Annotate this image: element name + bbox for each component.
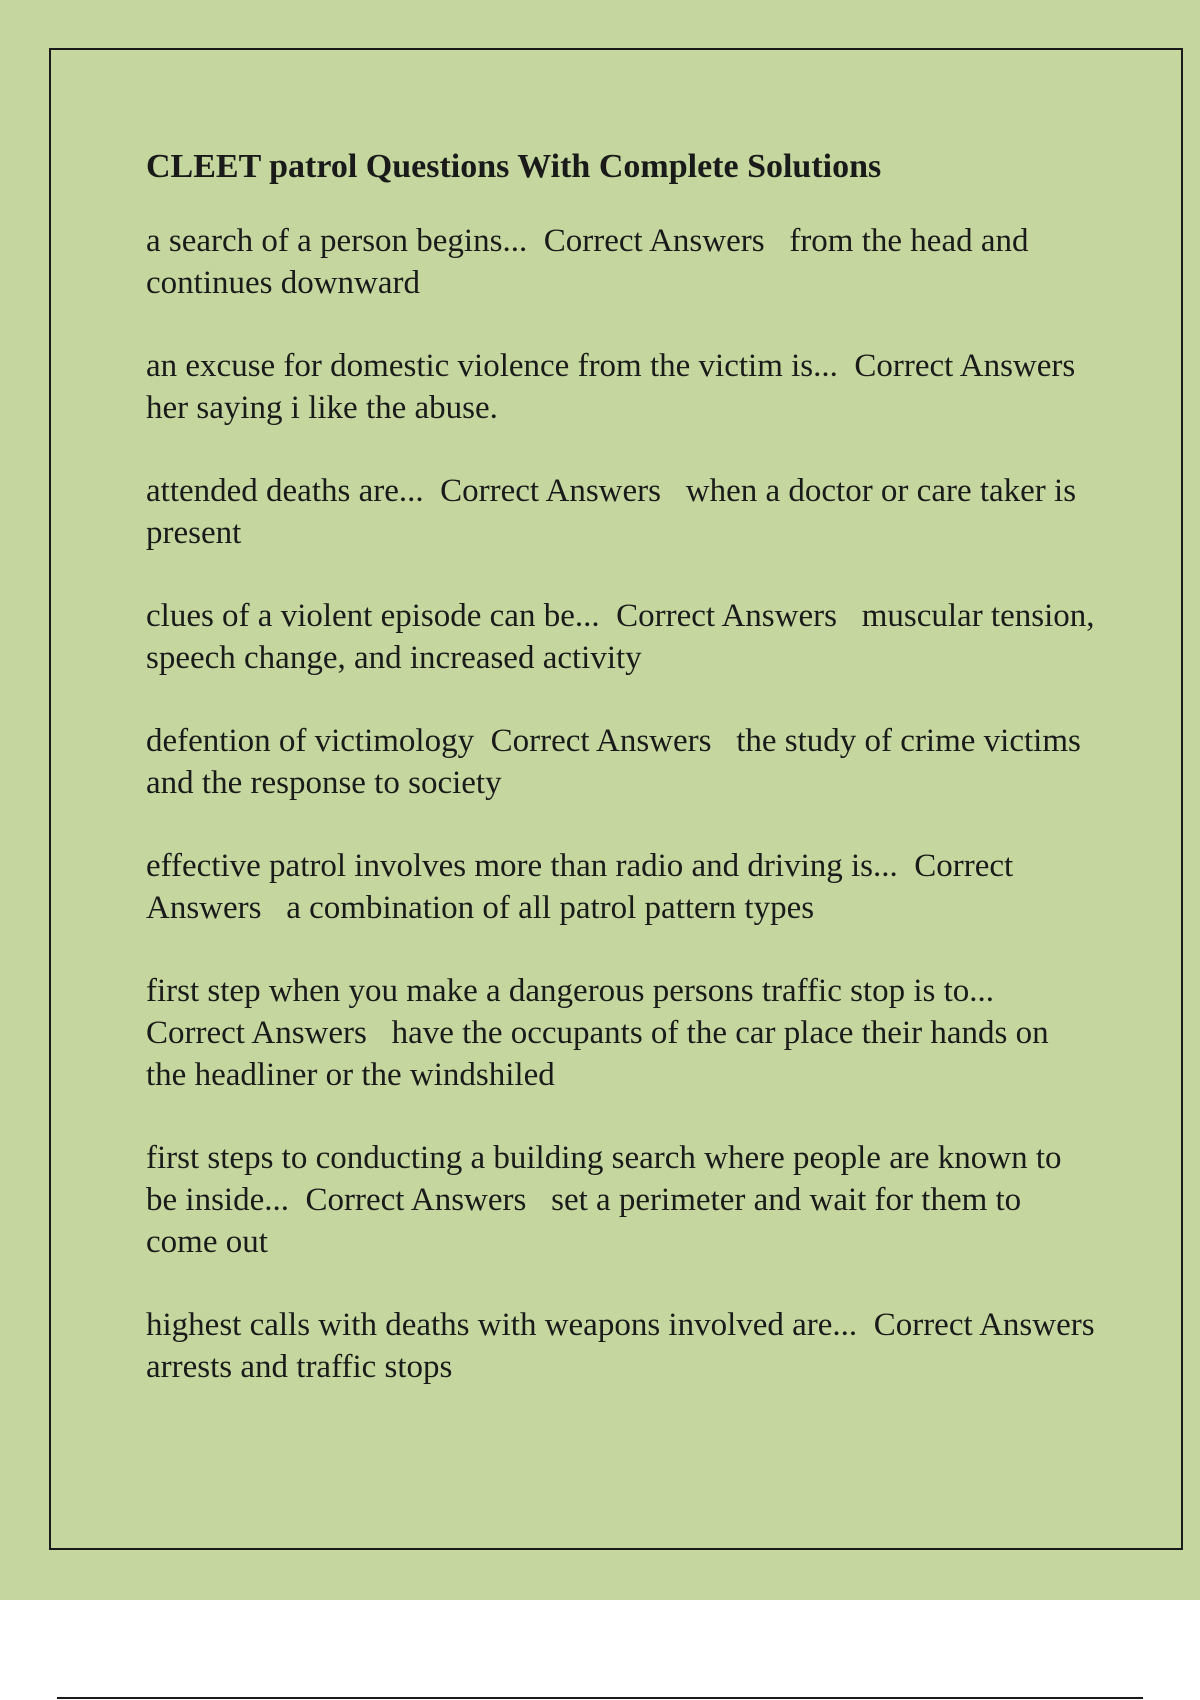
qa-item <box>146 970 1096 1096</box>
question-text: first steps to conducting a building search where people are known to be inside... <box>146 1140 1070 1218</box>
document-body <box>146 142 1120 1429</box>
qa-item <box>146 720 1096 804</box>
question-text: defention of victimology <box>146 723 483 759</box>
question-text: clues of a violent episode can be... <box>146 598 608 634</box>
qa-item <box>146 845 1096 929</box>
answer-text: arrests and traffic stops <box>146 1307 1120 1385</box>
answer-label: Correct Answers <box>482 723 720 759</box>
answer-label: Correct Answers <box>846 348 1084 384</box>
question-text: an excuse for domestic violence from the victim is... <box>146 348 847 384</box>
answer-label: Correct Answers <box>146 848 1020 926</box>
document-title: CLEET patrol Questions With Complete Solutions <box>146 148 882 185</box>
qa-item <box>146 1304 1120 1388</box>
answer-label: Correct Answers <box>865 1307 1103 1343</box>
qa-item <box>146 470 1096 554</box>
answer-text: set a perimeter and wait for them to come out <box>146 1182 1030 1260</box>
question-text: a search of a person begins... <box>146 223 536 259</box>
answer-label: Correct Answers <box>535 223 773 259</box>
answer-text: have the occupants of the car place their hands on the headliner or the windshiled <box>146 1015 1057 1093</box>
answer-text: muscular tension, speech change, and increased activity <box>146 598 1103 676</box>
answer-label: Correct Answers <box>607 598 846 634</box>
answer-text: from the head and continues downward <box>146 223 1037 301</box>
answer-label: Correct Answers <box>146 973 1011 1051</box>
qa-item <box>146 345 1100 429</box>
answer-text: her saying i like the abuse. <box>146 348 1100 426</box>
answer-label: Correct Answers <box>431 473 670 509</box>
qa-item <box>146 595 1103 679</box>
answer-label: Correct Answers <box>297 1182 535 1218</box>
answer-text: a combination of all patrol pattern types <box>269 890 815 926</box>
answer-text: the study of crime victims and the response to society <box>146 723 1090 801</box>
question-text: highest calls with deaths with weapons involved are... <box>146 1307 866 1343</box>
answer-text: when a doctor or care taker is present <box>146 473 1085 551</box>
question-text: effective patrol involves more than radio and driving is... <box>146 848 907 884</box>
qa-item <box>146 220 1096 304</box>
qa-item <box>146 1137 1096 1263</box>
question-text: first step when you make a dangerous persons traffic stop is to... <box>146 973 1003 1009</box>
question-text: attended deaths are... <box>146 473 432 509</box>
footer-rule <box>57 1697 1143 1699</box>
